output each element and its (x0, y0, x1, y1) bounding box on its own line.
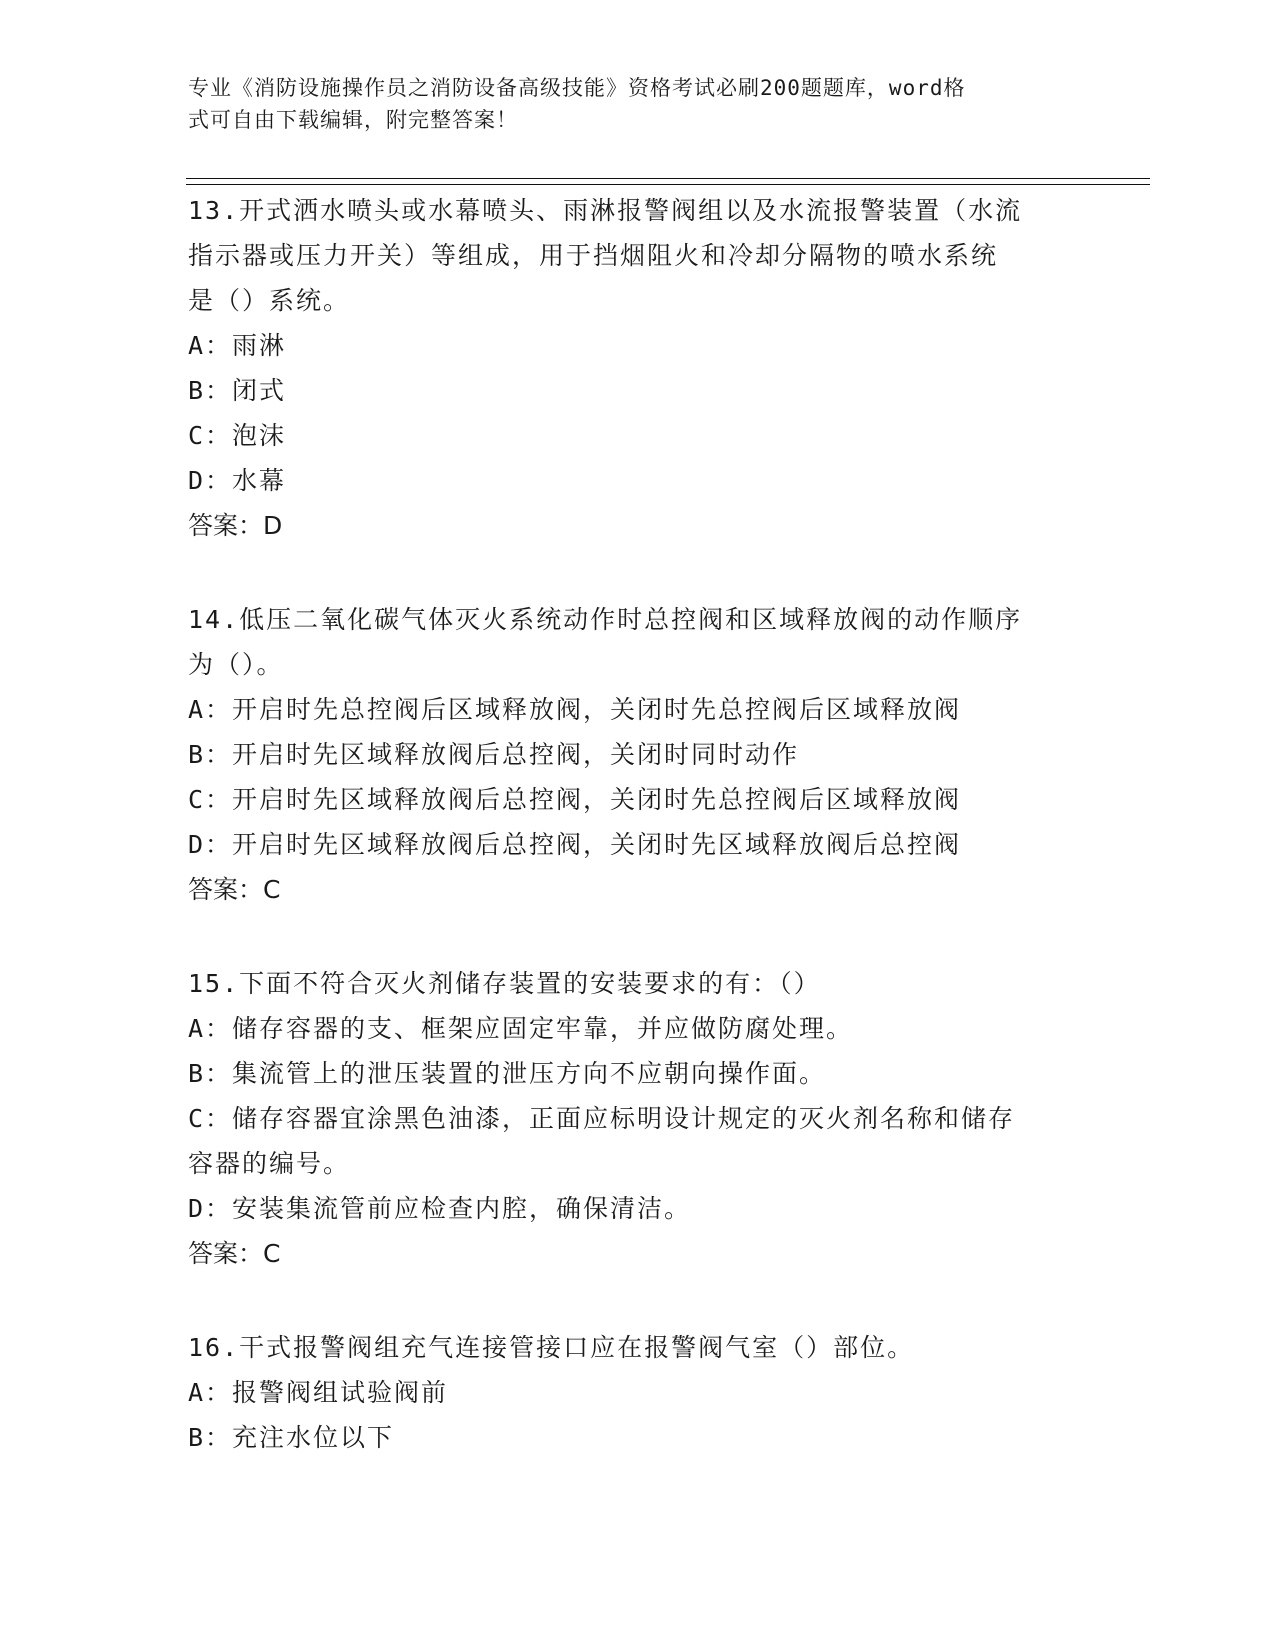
option-a: A：报警阀组试验阀前 (188, 1378, 449, 1407)
question-13 (188, 188, 1078, 548)
question-stem-line: 是（）系统。 (188, 286, 351, 315)
option-a: A：雨淋 (188, 331, 287, 360)
question-stem-line: 13.开式洒水喷头或水幕喷头、雨淋报警阀组以及水流报警装置（水流 (188, 196, 1023, 225)
question-stem-line: 指示器或压力开关）等组成，用于挡烟阻火和冷却分隔物的喷水系统 (188, 241, 999, 270)
option-b: B：开启时先区域释放阀后总控阀，关闭时同时动作 (188, 740, 800, 769)
option-a: A：储存容器的支、框架应固定牢靠，并应做防腐处理。 (188, 1014, 854, 1043)
option-c: C：开启时先区域释放阀后总控阀，关闭时先总控阀后区域释放阀 (188, 785, 962, 814)
document-header (188, 72, 1088, 136)
question-stem-line: 为（）。 (188, 650, 284, 679)
question-stem-line: 15.下面不符合灭火剂储存装置的安装要求的有：（） (188, 969, 821, 998)
question-15 (188, 961, 1078, 1276)
answer-line: 答案：C (188, 875, 281, 904)
header-line-2: 式可自由下载编辑，附完整答案！ (188, 108, 518, 132)
option-c-continued: 容器的编号。 (188, 1149, 351, 1178)
answer-line: 答案：C (188, 1239, 281, 1268)
question-stem-line: 14.低压二氧化碳气体灭火系统动作时总控阀和区域释放阀的动作顺序 (188, 605, 1023, 634)
header-divider-top (186, 178, 1150, 179)
option-b: B：充注水位以下 (188, 1423, 395, 1452)
question-stem-line: 16.干式报警阀组充气连接管接口应在报警阀气室（）部位。 (188, 1333, 915, 1362)
option-d: D：安装集流管前应检查内腔，确保清洁。 (188, 1194, 692, 1223)
header-line-1: 专业《消防设施操作员之消防设备高级技能》资格考试必刷200题题库，word格 (188, 76, 966, 100)
question-14 (188, 597, 1078, 912)
option-c: C：储存容器宜涂黑色油漆，正面应标明设计规定的灭火剂名称和储存 (188, 1104, 1016, 1133)
option-b: B：集流管上的泄压装置的泄压方向不应朝向操作面。 (188, 1059, 827, 1088)
option-d: D：开启时先区域释放阀后总控阀，关闭时先区域释放阀后总控阀 (188, 830, 962, 859)
option-d: D：水幕 (188, 466, 287, 495)
option-a: A：开启时先总控阀后区域释放阀，关闭时先总控阀后区域释放阀 (188, 695, 962, 724)
question-16 (188, 1325, 1078, 1460)
header-divider-bottom (186, 184, 1150, 185)
option-c: C：泡沫 (188, 421, 287, 450)
option-b: B：闭式 (188, 376, 287, 405)
answer-line: 答案：D (188, 511, 283, 540)
